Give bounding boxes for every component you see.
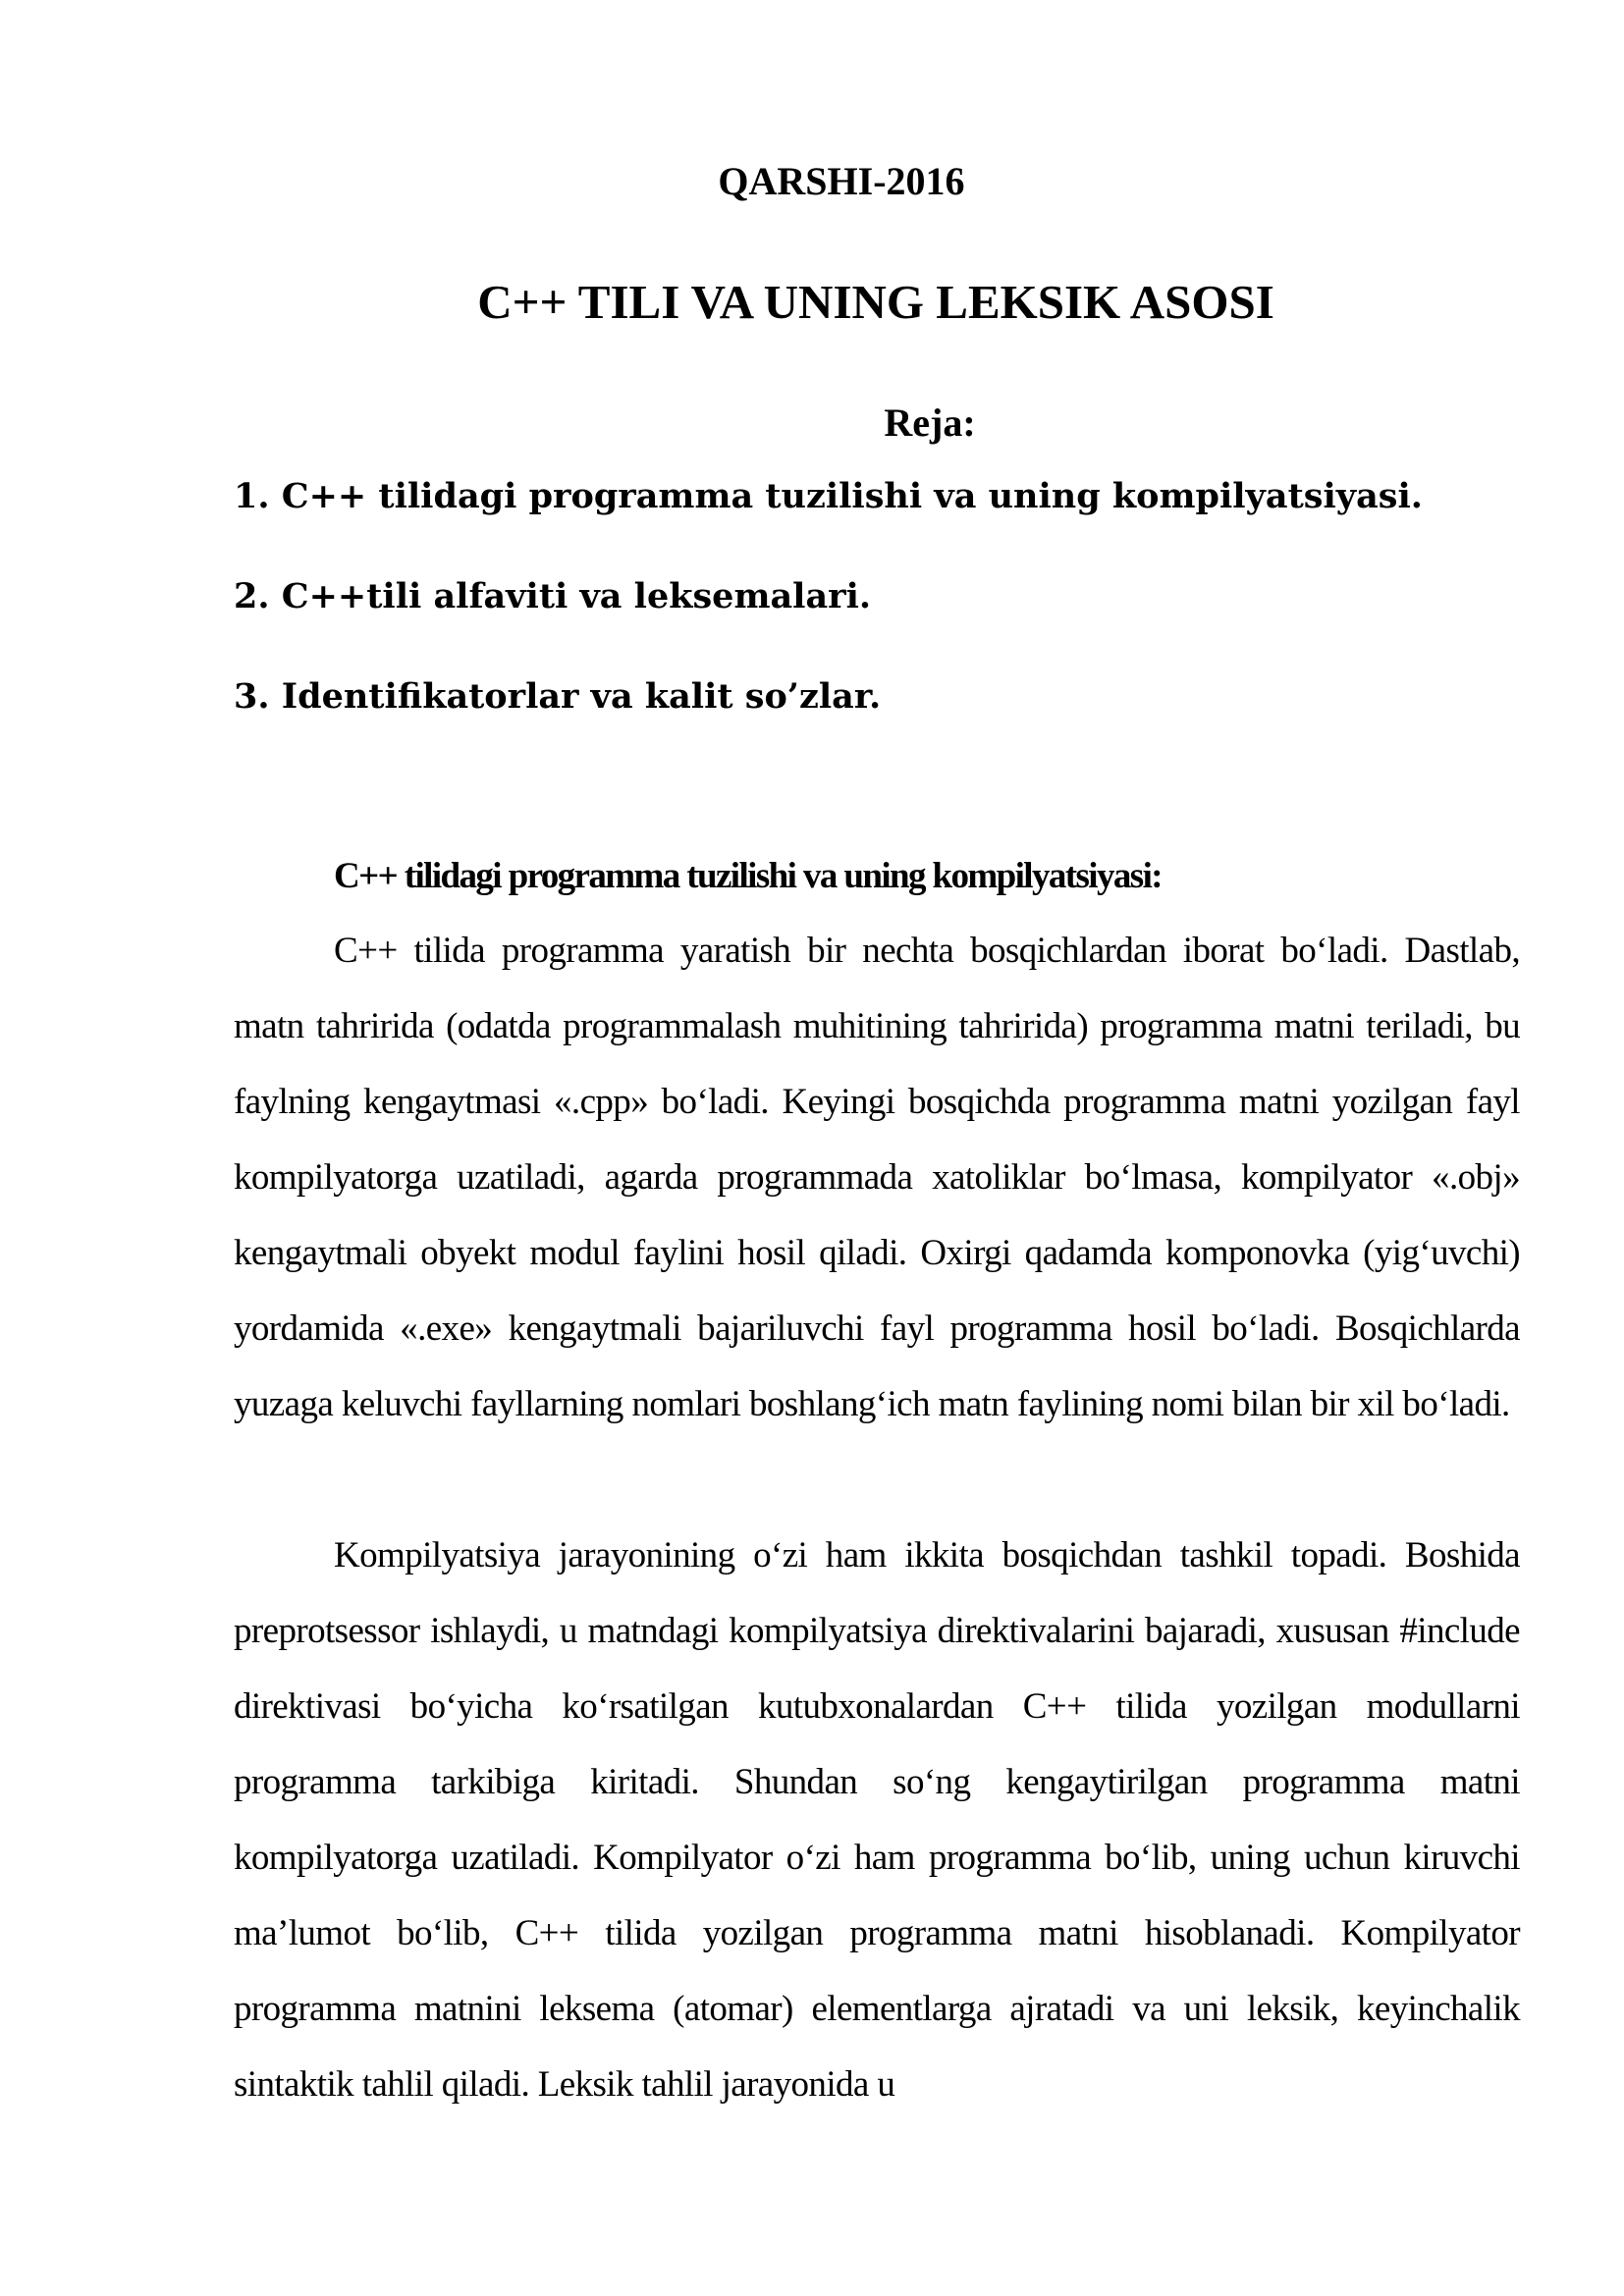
plan-list [234,469,1423,770]
section-heading: C++ tilidagi programma tuzilishi va uning kompilyatsiyasi: [334,856,1162,896]
plan-item-1: 1. C++ tilidagi programma tuzilishi va uning kompilyatsiyasi. [234,476,1423,516]
document-title: C++ TILI VA UNING LEKSIK ASOSI [477,275,1274,329]
city-year-line: QARSHI-2016 [718,159,965,203]
body-paragraph-1: C++ tilida programma yaratish bir nechta bosqichlardan iborat bo‘ladi. Dastlab, matn tahririda (odatda programmalash muhitining tahririda) programma matni teriladi, bu faylning kengaytmasi «.cpp» bo‘ladi. Keyingi bosqichda programma matni yozilgan fayl kompilyatorga uzatiladi, agarda programmada xatoliklar bo‘lmasa, kompilyator «.obj» kengaytmali obyekt modul faylini hosil qiladi. Oxirgi qadamda komponovka (yig‘uvchi) yordamida «.exe» kengaytmali bajariluvchi fayl programma hosil bo‘ladi. Bosqichlarda yuzaga keluvchi fayllarning nomlari boshlang‘ich matn faylining nomi bilan bir xil bo‘ladi. [234,931,1520,1424]
body-paragraph-2: Kompilyatsiya jarayonining o‘zi ham ikkita bosqichdan tashkil topadi. Boshida preprotsessor ishlaydi, u matndagi kompilyatsiya direktivalarini bajaradi, xususan #include direktivasi bo‘yicha ko‘rsatilgan kutubxonalardan C++ tilida yozilgan modullarni programma tarkibiga kiritadi. Shundan so‘ng kengaytirilgan programma matni kompilyatorga uzatiladi. Kompilyator o‘zi ham programma bo‘lib, uning uchun kiruvchi ma’lumot bo‘lib, C++ tilida yozilgan programma matni hisoblanadi. Kompilyator programma matnini leksema (atomar) elementlarga ajratadi va uni leksik, keyinchalik sintaktik tahlil qiladi. Leksik tahlil jarayonida u [234,1535,1520,2105]
plan-heading: Reja: [884,400,976,445]
plan-item-3: 3. Identifikatorlar va kalit so’zlar. [234,676,882,717]
plan-item-2: 2. C++tili alfaviti va leksemalari. [234,576,872,616]
